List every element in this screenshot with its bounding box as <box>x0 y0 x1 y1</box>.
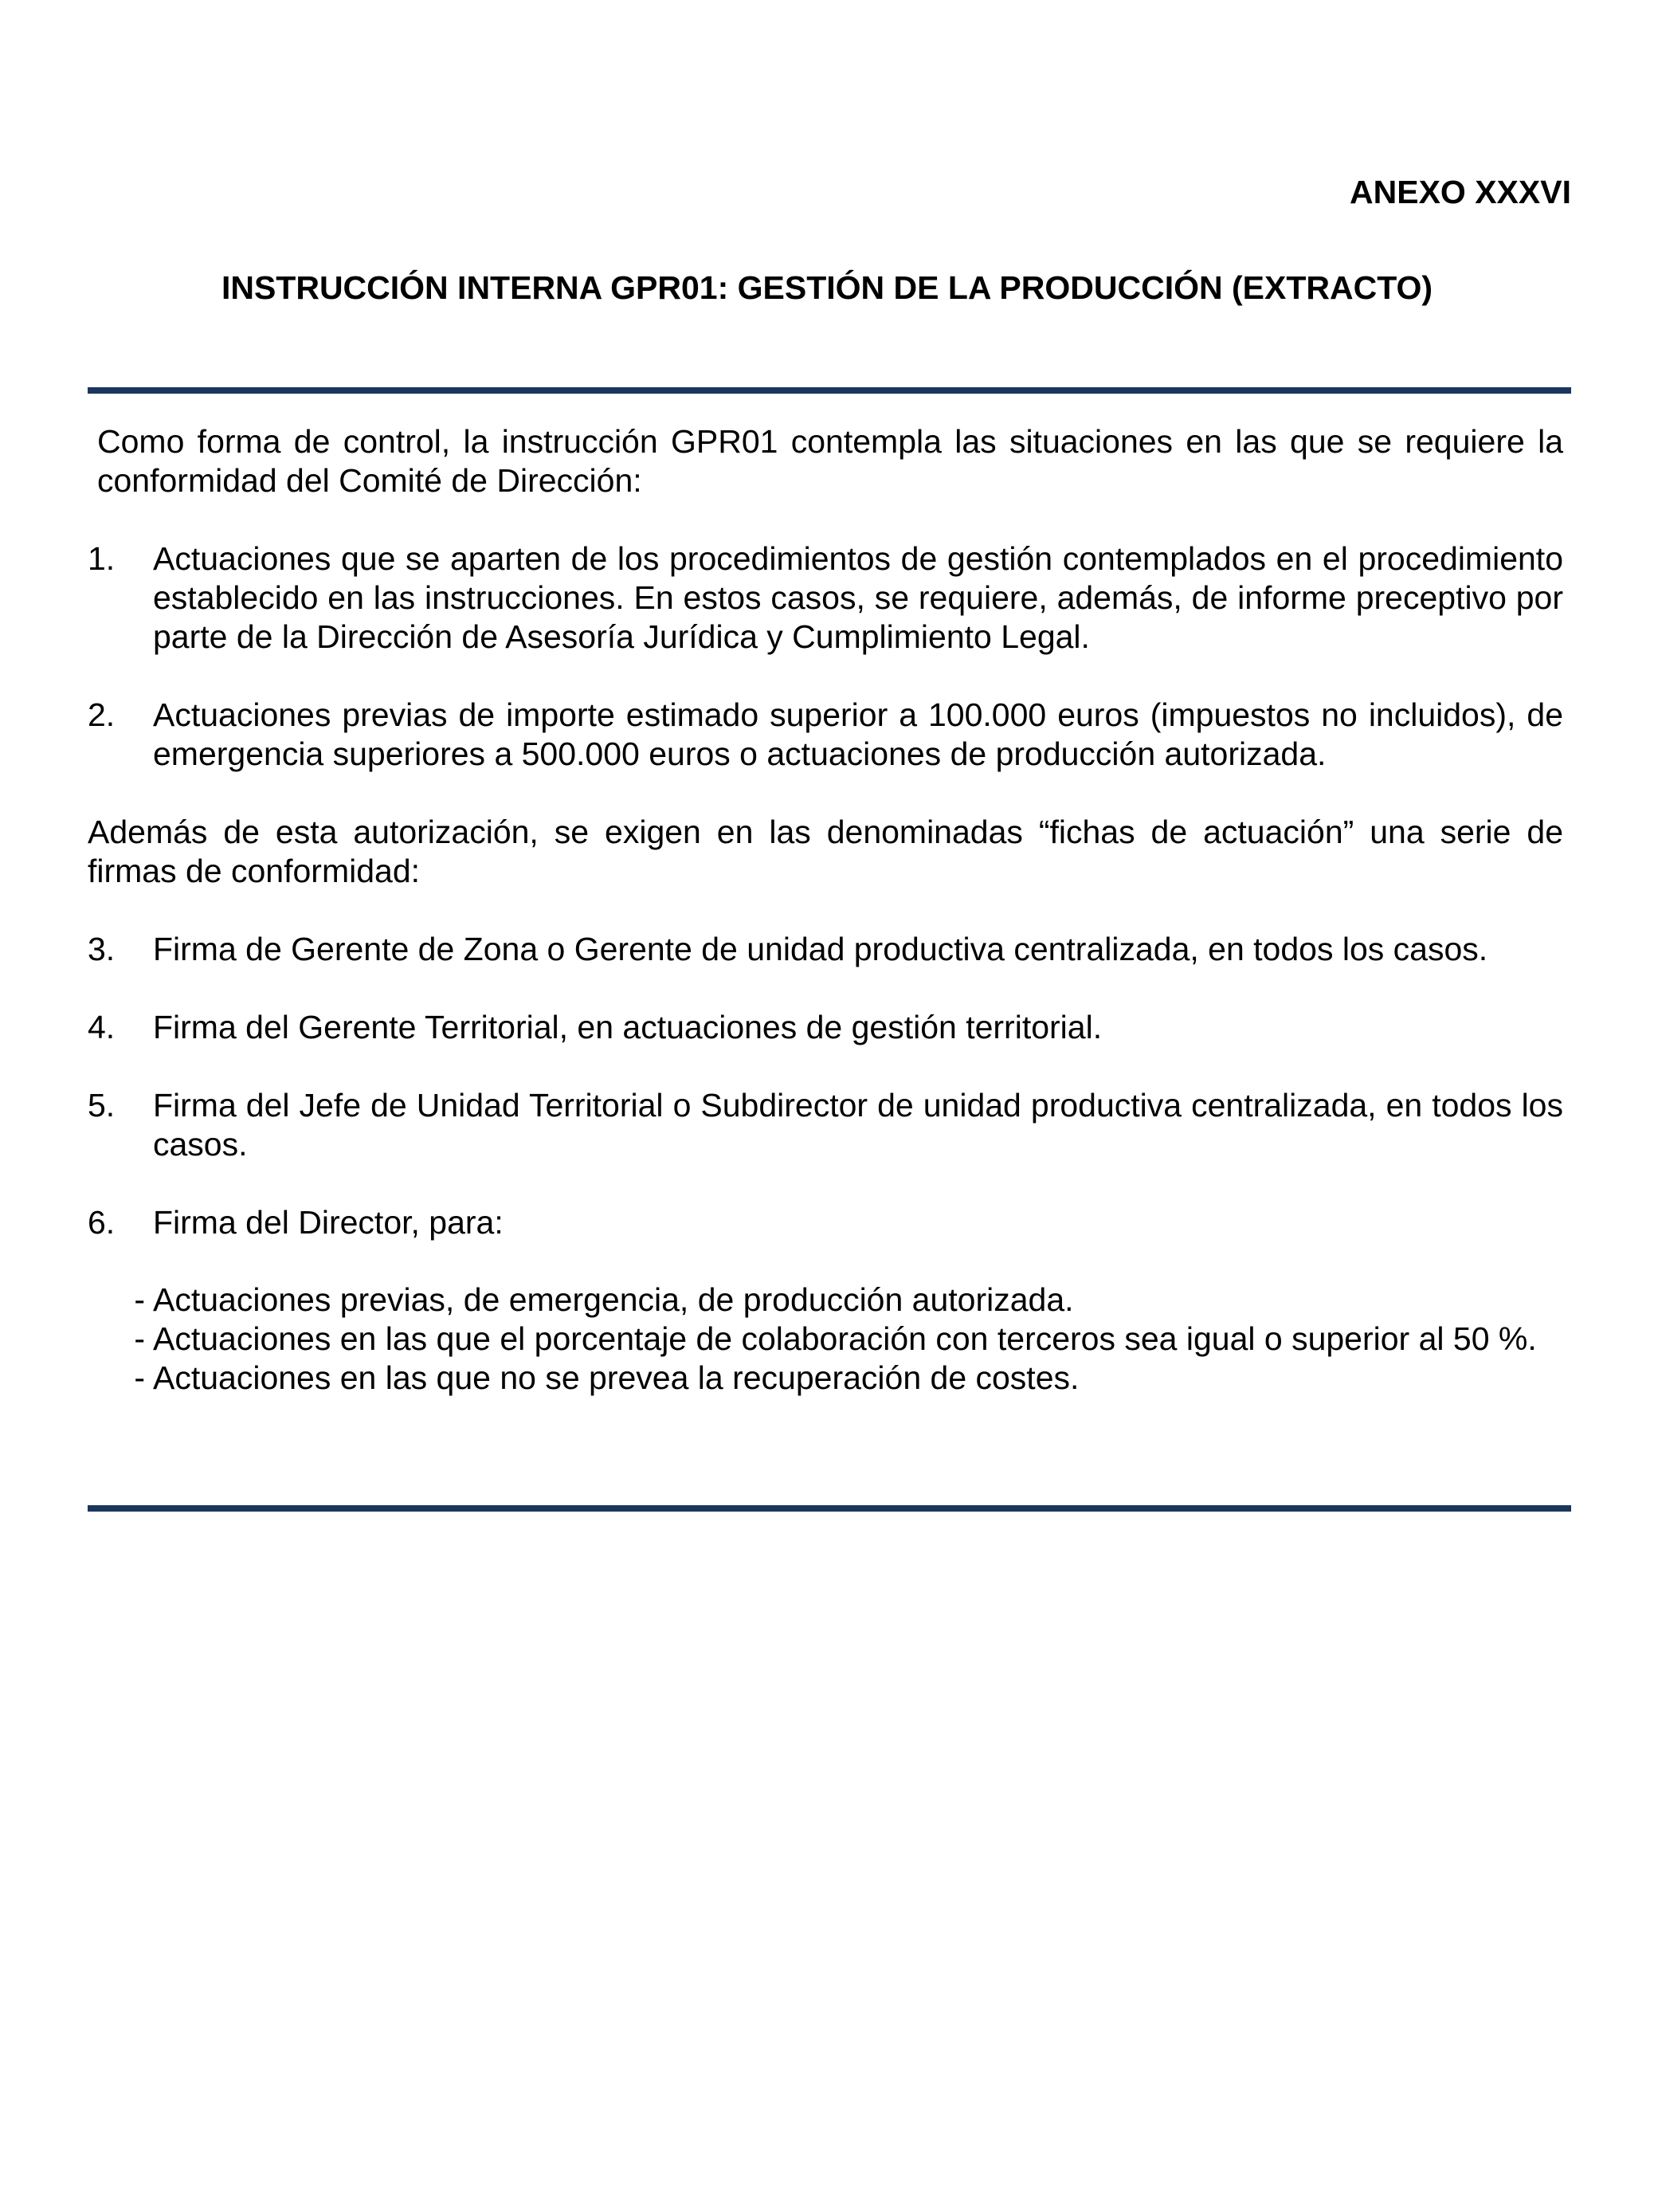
list-item <box>88 1008 1563 1047</box>
list-item-text: Firma del Gerente Territorial, en actuaciones de gestión territorial. <box>153 1009 1103 1045</box>
annex-label: ANEXO XXXVI <box>1350 174 1571 210</box>
sub-list-item-text: Actuaciones en las que no se prevea la recuperación de costes. <box>153 1359 1080 1396</box>
sub-list-item <box>88 1359 1563 1398</box>
top-divider <box>88 387 1571 394</box>
bullet-dash: - <box>134 1320 145 1357</box>
list-item-number: 4. <box>88 1009 116 1045</box>
list-item-number: 3. <box>88 931 116 967</box>
bullet-dash: - <box>134 1359 145 1396</box>
list-item-number: 6. <box>88 1204 116 1241</box>
list-item <box>88 930 1563 969</box>
list-item-text: Actuaciones previas de importe estimado superior a 100.000 euros (impuestos no incluidos), de emergencia superiores a 500.000 euros o actuaciones de producción autorizada. <box>153 696 1563 772</box>
sub-list-item <box>88 1281 1563 1320</box>
document-title: INSTRUCCIÓN INTERNA GPR01: GESTIÓN DE LA PRODUCCIÓN (EXTRACTO) <box>221 269 1433 306</box>
list-item-number: 2. <box>88 696 116 733</box>
list-item-text: Actuaciones que se aparten de los procedimientos de gestión contemplados en el procedimiento establecido en las instrucciones. En estos casos, se requiere, además, de informe preceptivo por parte de la Dirección de Asesoría Jurídica y Cumplimiento Legal. <box>153 540 1563 655</box>
list-item <box>88 1086 1563 1164</box>
list-item <box>88 696 1563 774</box>
middle-paragraph: Además de esta autorización, se exigen en las denominadas “fichas de actuación” una serie de firmas de conformidad: <box>88 814 1563 889</box>
intro-paragraph: Como forma de control, la instrucción GPR01 contempla las situaciones en las que se requiere la conformidad del Comité de Dirección: <box>97 423 1563 499</box>
sub-list-item-text: Actuaciones en las que el porcentaje de colaboración con terceros sea igual o superior al 50 %. <box>153 1320 1537 1357</box>
list-item <box>88 1203 1563 1242</box>
list-item-number: 5. <box>88 1087 116 1124</box>
bullet-dash: - <box>134 1281 145 1318</box>
sub-list-item <box>88 1320 1563 1359</box>
list-item-text: Firma de Gerente de Zona o Gerente de unidad productiva centralizada, en todos los casos. <box>153 931 1488 967</box>
document-body <box>88 422 1563 1398</box>
list-item <box>88 539 1563 657</box>
sub-list-item-text: Actuaciones previas, de emergencia, de producción autorizada. <box>153 1281 1074 1318</box>
bottom-divider <box>88 1505 1571 1512</box>
list-item-text: Firma del Jefe de Unidad Territorial o Subdirector de unidad productiva centralizada, en todos los casos. <box>153 1087 1563 1163</box>
list-item-text: Firma del Director, para: <box>153 1204 504 1241</box>
list-item-number: 1. <box>88 540 116 577</box>
